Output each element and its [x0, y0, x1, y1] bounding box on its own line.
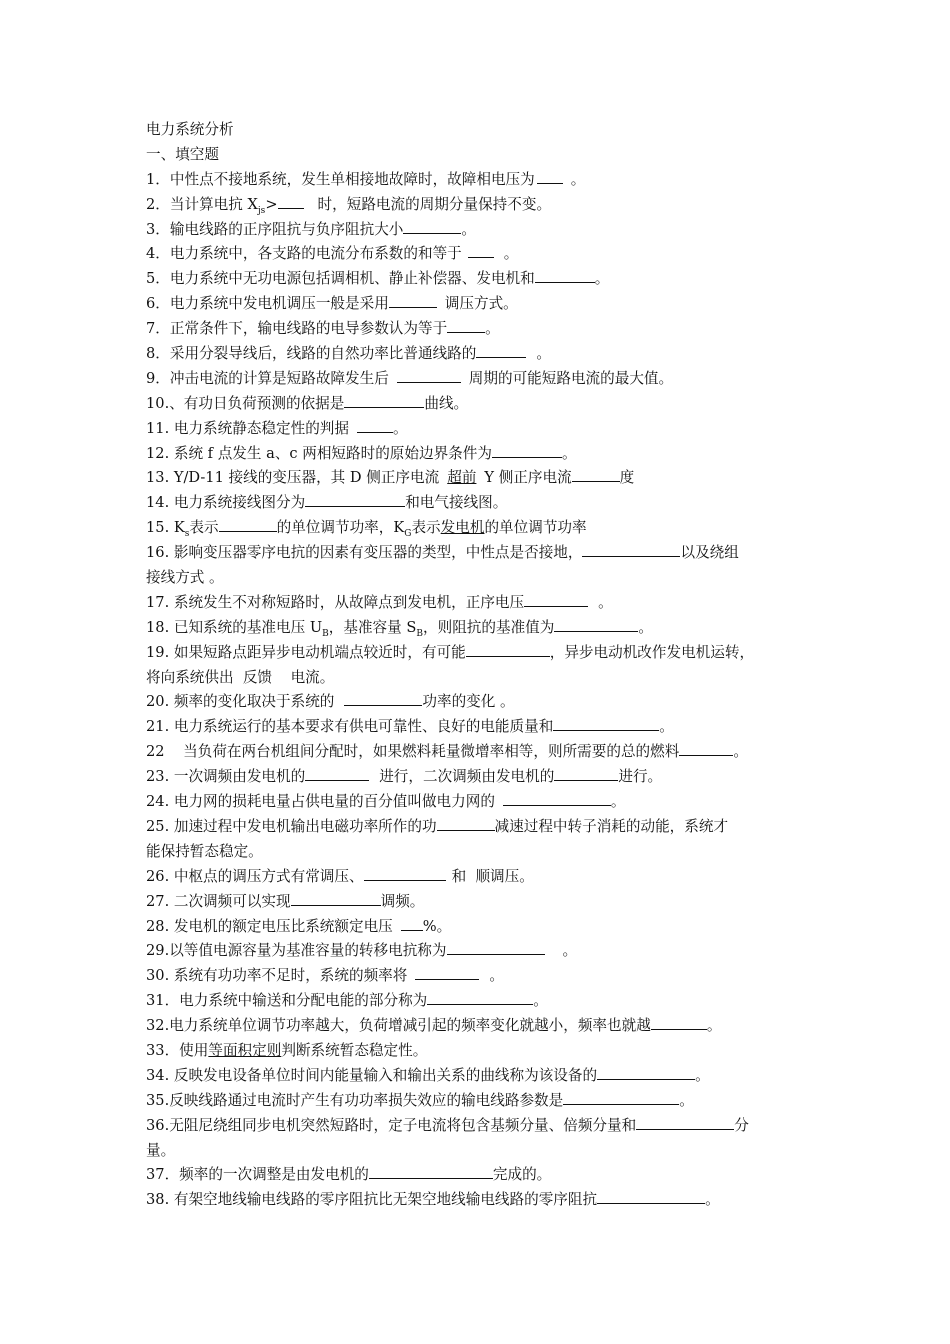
answer-blank: [535, 267, 595, 283]
question-text: 。: [733, 743, 748, 761]
question-text: Y 侧正序电流: [484, 469, 572, 487]
question-text: 33．使用: [146, 1041, 209, 1059]
question-text: 。: [638, 618, 653, 636]
question-6: [146, 292, 810, 317]
question-16: [146, 541, 810, 566]
question-text: ，异步电动机改作发电机运转，: [549, 643, 755, 661]
question-35: [146, 1089, 810, 1114]
question-1: [146, 168, 810, 193]
question-text: 22 当负荷在两台机组间分配时，如果燃料耗量微增率相等，则所需要的总的燃料: [146, 743, 680, 761]
answer-blank: [563, 1089, 679, 1105]
question-text: 25. 加速过程中发电机输出电磁功率所作的功: [146, 817, 437, 835]
answer-blank: [468, 242, 494, 258]
question-text: 量。: [146, 1141, 176, 1159]
answer-blank: [503, 790, 611, 806]
question-34: [146, 1064, 810, 1089]
question-list: [146, 118, 810, 1213]
question-text: 30. 系统有功功率不足时，系统的频率将: [146, 967, 408, 985]
question-text: 13. Y/D-11 接线的变压器，其 D 侧正序电流: [146, 469, 440, 487]
question-text: 5．电力系统中无功电源包括调相机、静止补偿器、发电机和: [146, 270, 535, 288]
answer-blank: [651, 1014, 707, 1030]
question-text: 。: [533, 992, 548, 1010]
question-text: 。: [570, 170, 586, 188]
answer-blank: [597, 1188, 705, 1204]
question-33: [146, 1039, 810, 1064]
question-text: 32.电力系统单位调节功率越大，负荷增减引起的频率变化就越小，频率也就越: [146, 1017, 651, 1035]
question-text: 。: [679, 1091, 694, 1109]
answer-blank: [466, 641, 550, 657]
answer-blank: [582, 541, 680, 557]
question-text: 。: [594, 270, 610, 288]
question-text: 。: [489, 967, 504, 985]
question-9: [146, 367, 810, 392]
question-text: 表示: [411, 519, 441, 537]
question-text: 完成的。: [492, 1166, 552, 1184]
question-text: 6．电力系统中发电机调压一般是采用: [146, 295, 389, 313]
question-text: 23. 一次调频由发电机的: [146, 768, 306, 786]
question-21: [146, 715, 810, 740]
doc-title: 电力系统分析: [146, 121, 234, 138]
question-text: 判断系统暂态稳定性。: [281, 1041, 428, 1059]
answer-blank: [554, 765, 618, 781]
question-text: 8．采用分裂导线后，线路的自然功率比普通线路的: [146, 345, 477, 363]
question-text: 以及绕组: [680, 544, 739, 562]
question-24: [146, 790, 810, 815]
question-20: [146, 690, 810, 715]
question-7: [146, 317, 810, 342]
question-text: 21. 电力系统运行的基本要求有供电可靠性、良好的电能质量和: [146, 718, 554, 736]
question-text: 12. 系统 f 点发生 a、c 两相短路时的原始边界条件为: [146, 444, 492, 462]
question-18: [146, 616, 810, 641]
question-text: 3．输电线路的正序阻抗与负序阻抗大小: [146, 220, 404, 238]
question-text: 。: [598, 593, 613, 611]
question-22: [146, 740, 810, 765]
question-text: 。: [695, 1066, 710, 1084]
question-text: ，基准容量 S: [328, 618, 417, 636]
answer-blank: [401, 915, 423, 931]
question-text: 14. 电力系统接线图分为: [146, 494, 306, 512]
question-text: 10.、有功日负荷预测的依据是: [146, 394, 345, 412]
answer-blank: [636, 1114, 734, 1130]
question-text: 35.反映线路通过电流时产生有功功率损失效应的输电线路参数是: [146, 1091, 564, 1109]
subscript: B: [322, 628, 329, 639]
question-3: [146, 218, 810, 243]
question-text: >: [265, 195, 278, 213]
question-19: [146, 641, 810, 666]
question-2: [146, 193, 810, 218]
question-text: 。: [659, 718, 674, 736]
question-text: 进行，二次调频由发电机的: [379, 768, 555, 786]
answer-blank: [344, 690, 422, 706]
filled-answer: 等面积定则: [208, 1041, 282, 1059]
question-text: 9．冲击电流的计算是短路故障发生后: [146, 369, 389, 387]
question-text: 周期的可能短路电流的最大值。: [468, 369, 674, 387]
question-11: [146, 417, 810, 442]
question-text: 的单位调节功率: [484, 519, 587, 537]
answer-blank: [524, 591, 588, 607]
question-26: [146, 865, 810, 890]
answer-blank: [369, 1163, 493, 1179]
question-text: 18. 已知系统的基准电压 U: [146, 618, 323, 636]
question-text: 度: [619, 469, 635, 487]
question-19-cont: [146, 666, 810, 691]
question-text: 接线方式 。: [146, 569, 224, 587]
question-12: [146, 442, 810, 467]
answer-blank: [427, 989, 533, 1005]
question-15: [146, 516, 810, 541]
question-8: [146, 342, 810, 367]
answer-blank: [415, 964, 479, 980]
question-text: 19. 如果短路点距异步电动机端点较近时，有可能: [146, 643, 466, 661]
question-text: 减速过程中转子消耗的动能，系统才: [494, 817, 729, 835]
question-13: [146, 466, 810, 491]
question-31: [146, 989, 810, 1014]
subscript: js: [257, 205, 266, 216]
question-text: 17. 系统发生不对称短路时，从故障点到发电机，正序电压: [146, 593, 525, 611]
question-text: 38. 有架空地线输电线路的零序阻抗比无架空地线输电线路的零序阻抗: [146, 1191, 598, 1209]
answer-blank: [553, 715, 659, 731]
question-text: 时，短路电流的周期分量保持不变。: [317, 195, 552, 213]
question-text: 4．电力系统中，各支路的电流分布系数的和等于: [146, 245, 462, 263]
answer-blank: [344, 392, 424, 408]
question-text: 24. 电力网的损耗电量占供电量的百分值叫做电力网的: [146, 793, 495, 811]
question-16-cont: [146, 566, 810, 591]
question-text: 。: [562, 942, 578, 960]
question-23: [146, 765, 810, 790]
question-text: 。: [610, 793, 626, 811]
filled-answer: 超前: [447, 469, 477, 487]
question-text: 29.以等值电源容量为基准容量的转移电抗称为: [146, 942, 447, 960]
question-text: 表示: [189, 519, 219, 537]
question-36: [146, 1114, 810, 1139]
question-text: 26. 中枢点的调压方式有常调压、: [146, 867, 364, 885]
question-36-cont: [146, 1139, 810, 1164]
answer-blank: [305, 491, 405, 507]
question-4: [146, 242, 810, 267]
question-text: 27. 二次调频可以实现: [146, 892, 291, 910]
answer-blank: [305, 765, 369, 781]
question-text: 16. 影响变压器零序电抗的因素有变压器的类型，中性点是否接地，: [146, 544, 583, 562]
question-text: 能保持暂态稳定。: [146, 842, 263, 860]
question-text: 11. 电力系统静态稳定性的判据: [146, 419, 349, 437]
answer-blank: [364, 865, 446, 881]
answer-blank: [291, 890, 381, 906]
question-text: 1．中性点不接地系统，发生单相接地故障时，故障相电压为: [146, 170, 535, 188]
question-text: %。: [422, 917, 452, 935]
filled-answer: 发电机: [440, 519, 485, 537]
question-10: [146, 392, 810, 417]
question-text: 。: [503, 245, 519, 263]
question-text: 的单位调节功率，K: [276, 519, 405, 537]
answer-blank: [572, 466, 620, 482]
answer-blank: [437, 815, 495, 831]
question-text: 。: [536, 345, 551, 363]
answer-blank: [537, 168, 563, 184]
question-text: 20. 频率的变化取决于系统的: [146, 693, 335, 711]
subscript: s: [184, 529, 190, 540]
question-text: 将向系统供出 反馈 电流。: [146, 668, 335, 686]
answer-blank: [219, 516, 277, 532]
question-text: 2．当计算电抗 X: [146, 195, 258, 213]
question-14: [146, 491, 810, 516]
subscript: B: [416, 628, 423, 639]
answer-blank: [554, 616, 638, 632]
question-25-cont: [146, 840, 810, 865]
question-25: [146, 815, 810, 840]
subscript: G: [404, 529, 412, 540]
question-text: 调压方式。: [444, 295, 518, 313]
answer-blank: [679, 740, 733, 756]
question-text: 和 顺调压。: [451, 867, 534, 885]
question-text: 7．正常条件下，输电线路的电导参数认为等于: [146, 320, 448, 338]
answer-blank: [397, 367, 461, 383]
answer-blank: [357, 417, 393, 433]
question-text: 。: [706, 1017, 722, 1035]
question-text: 。: [705, 1191, 720, 1209]
question-text: 28. 发电机的额定电压比系统额定电压: [146, 917, 393, 935]
question-text: 功率的变化 。: [422, 693, 515, 711]
answer-blank: [492, 442, 562, 458]
question-text: 。: [392, 419, 408, 437]
section-heading: 一、填空题: [146, 145, 219, 163]
question-text: 曲线。: [424, 394, 469, 412]
answer-blank: [447, 939, 545, 955]
answer-blank: [278, 193, 304, 209]
question-text: 36.无阻尼绕组同步电机突然短路时，定子电流将包含基频分量、倍频分量和: [146, 1116, 637, 1134]
question-text: 调频。: [380, 892, 425, 910]
answer-blank: [476, 342, 526, 358]
question-text: 进行。: [618, 768, 663, 786]
question-27: [146, 890, 810, 915]
question-text: 。: [485, 320, 500, 338]
question-text: 15. K: [146, 519, 185, 537]
question-30: [146, 964, 810, 989]
question-37: [146, 1163, 810, 1188]
answer-blank: [447, 317, 485, 333]
question-text: 分: [734, 1116, 749, 1134]
question-text: 34. 反映发电设备单位时间内能量输入和输出关系的曲线称为该设备的: [146, 1066, 598, 1084]
question-text: 37．频率的一次调整是由发电机的: [146, 1166, 369, 1184]
question-text: 。: [461, 220, 476, 238]
question-5: [146, 267, 810, 292]
answer-blank: [403, 218, 461, 234]
question-17: [146, 591, 810, 616]
question-28: [146, 915, 810, 940]
question-29: [146, 939, 810, 964]
answer-blank: [597, 1064, 695, 1080]
question-text: 和电气接线图。: [405, 494, 508, 512]
question-38: [146, 1188, 810, 1213]
question-32: [146, 1014, 810, 1039]
answer-blank: [389, 292, 437, 308]
question-text: 31．电力系统中输送和分配电能的部分称为: [146, 992, 428, 1010]
question-text: 。: [561, 444, 577, 462]
question-text: ，则阻抗的基准值为: [423, 618, 555, 636]
